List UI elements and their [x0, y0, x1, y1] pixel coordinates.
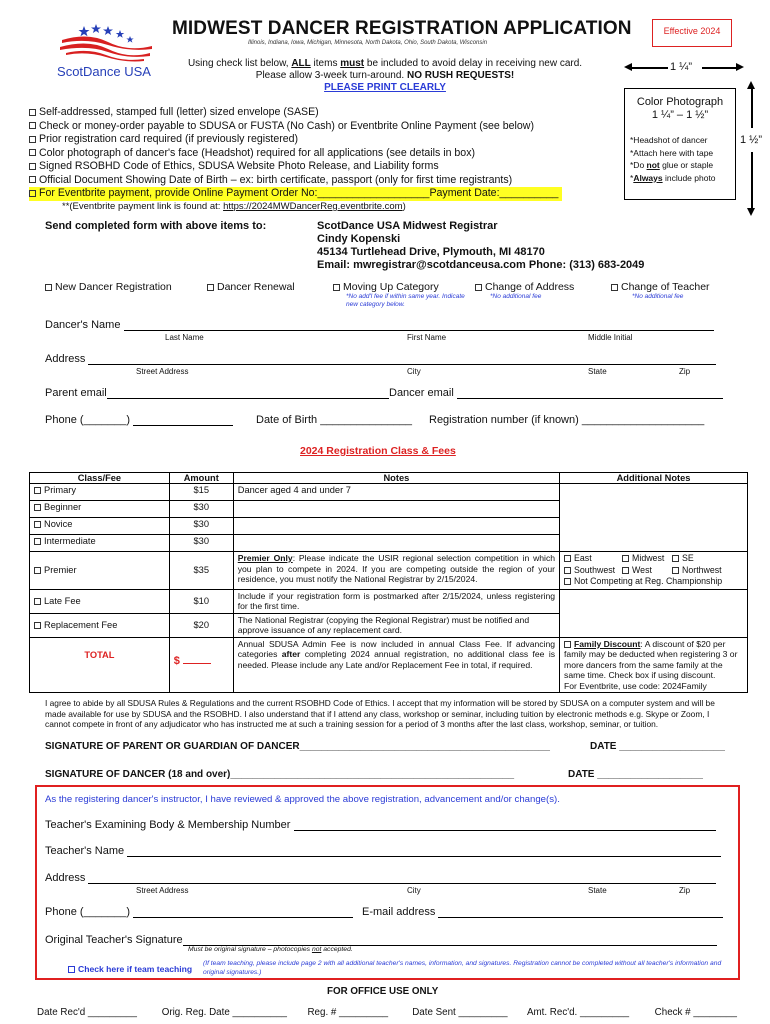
total-amount-cell[interactable]: $ — [169, 637, 233, 693]
moving-up-note: *No add'l fee if within same year. Indicate new category below. — [346, 293, 465, 308]
additional-note-cell — [560, 589, 748, 637]
teacher-name-field[interactable]: Teacher's Name — [45, 845, 721, 857]
photo-title: Color Photograph — [636, 96, 724, 108]
registrar-address: ScotDance USA Midwest Registrar Cindy Kopenski 45134 Turtlehead Drive, Plymouth, MI 48170 Email: mwregistrar@scotdanceusa.com Phone: (313) 683-2049 — [317, 220, 645, 271]
reg-number-field[interactable]: Registration number (if known) ____________________ — [429, 414, 705, 426]
admin-note-cell: Annual SDUSA Admin Fee is now included in annual Class Fee. If advancing categories after completing 2024 annual registration, no additional class fee is needed. Please include any Late and/or Replacement Fee in total, if required. — [233, 637, 559, 693]
checkbox-icon[interactable] — [622, 555, 629, 562]
checkbox-icon — [34, 538, 41, 545]
parent-signature-line[interactable]: SIGNATURE OF PARENT OR GUARDIAN OF DANCER_____________________________________________ — [45, 741, 550, 752]
class-cell[interactable]: Intermediate — [30, 535, 170, 552]
office-field[interactable]: Check # ________ — [654, 1007, 737, 1018]
col-header: Additional Notes — [560, 473, 748, 484]
note-cell: Dancer aged 4 and under 7 — [233, 484, 559, 501]
class-cell[interactable]: Late Fee — [30, 589, 170, 613]
checkbox-icon — [564, 641, 571, 648]
print-clearly: PLEASE PRINT CLEARLY — [324, 82, 446, 93]
class-cell[interactable]: Novice — [30, 518, 170, 535]
checkbox-icon — [34, 622, 41, 629]
replacement-note-cell: The National Registrar (copying the Regional Registrar) must be notified and approve issuance of any replacement card. — [233, 613, 559, 637]
checkbox-icon — [34, 504, 41, 511]
dancer-date-line[interactable]: DATE ___________________ — [568, 769, 703, 780]
amount-cell: $35 — [169, 552, 233, 590]
checkbox-icon — [34, 567, 41, 574]
amount-cell: $10 — [169, 589, 233, 613]
table-row — [30, 637, 748, 693]
checkbox-icon — [34, 487, 41, 494]
checkbox-icon — [29, 109, 36, 116]
exam-body-field[interactable]: Teacher's Examining Body & Membership Number — [45, 819, 716, 831]
class-cell[interactable]: Premier — [30, 552, 170, 590]
amount-cell: $30 — [169, 535, 233, 552]
width-arrow — [628, 67, 668, 69]
teacher-zip-label: Zip — [679, 886, 691, 895]
checkbox-icon — [34, 521, 41, 528]
teacher-street-label: Street Address — [136, 886, 189, 895]
fees-table — [29, 472, 748, 693]
checkbox-icon — [68, 966, 75, 973]
checkbox-icon[interactable] — [564, 578, 571, 585]
checklist-intro: Using check list below, ALL items must be included to avoid delay in receiving new card. Please allow 3-week turn-around. NO RUSH REQUESTS! PLEASE PRINT CLEARLY — [160, 58, 610, 94]
photo-height-label: 1 ½” — [740, 134, 763, 146]
height-arrow — [751, 86, 753, 128]
amount-cell: $30 — [169, 501, 233, 518]
checklist-item[interactable]: Signed RSOBHD Code of Ethics, SDUSA Website Photo Release, and Liability forms — [29, 160, 619, 174]
checklist-item[interactable]: Check or money-order payable to SDUSA or FUSTA (No Cash) or Eventbrite Online Payment (see below) — [29, 120, 619, 134]
checklist-item[interactable]: Official Document Showing Date of Birth – ex: birth certificate, passport (only for first time registrants) — [29, 174, 619, 188]
col-header: Notes — [233, 473, 559, 484]
note-cell — [233, 501, 559, 518]
teacher-intro: As the registering dancer's instructor, I have reviewed & approved the above registration, advancement and/or change(s). — [45, 794, 560, 805]
first-name-label: First Name — [407, 333, 447, 342]
dancer-name-field[interactable]: Dancer's Name — [45, 319, 714, 331]
checkbox-icon[interactable] — [564, 555, 571, 562]
premier-note-cell: Premier Only: Please indicate the USIR regional selection competition in which you plan to compete in 2024. If you are competing outside the region of your residence, you must notify the National Registrar by 2/15/2024. — [233, 552, 559, 590]
page-title: MIDWEST DANCER REGISTRATION APPLICATION — [172, 18, 632, 39]
checklist-item-eventbrite[interactable]: For Eventbrite payment, provide Online Payment Order No:___________________Payment Date:__________ — [29, 187, 562, 201]
reg-type-renewal[interactable]: Dancer Renewal — [207, 281, 295, 293]
parent-date-line[interactable]: DATE ___________________ — [590, 741, 725, 752]
teacher-city-label: City — [407, 886, 421, 895]
office-field[interactable]: Date Sent _________ — [412, 1007, 508, 1018]
reg-type-teacher[interactable]: Change of Teacher — [611, 281, 710, 293]
teacher-email-field[interactable]: E-mail address — [362, 906, 723, 918]
checkbox-icon — [29, 190, 36, 197]
checkbox-icon — [29, 176, 36, 183]
teacher-address-field[interactable]: Address — [45, 872, 716, 884]
reg-type-address[interactable]: Change of Address — [475, 281, 574, 293]
last-name-label: Last Name — [165, 333, 204, 342]
dancer-email-field[interactable]: Dancer email — [389, 387, 723, 399]
checkbox-icon — [34, 598, 41, 605]
address-field[interactable]: Address — [45, 353, 716, 365]
eventbrite-link[interactable]: https://2024MWDancerReg.eventbrite.com — [223, 201, 403, 212]
arrow-down-icon — [747, 208, 755, 216]
checklist-item[interactable]: Prior registration card required (if previously registered) — [29, 133, 619, 147]
table-row — [30, 589, 748, 613]
checkbox-icon[interactable] — [672, 555, 679, 562]
reg-type-moving-up[interactable]: Moving Up Category — [333, 281, 439, 293]
states-list: Illinois, Indiana, Iowa, Michigan, Minnesota, North Dakota, Ohio, South Dakota, Wisconsin — [248, 40, 488, 46]
col-header: Amount — [169, 473, 233, 484]
note-cell — [233, 535, 559, 552]
additional-note-cell — [560, 484, 748, 552]
address-note: *No additional fee — [490, 293, 542, 300]
office-field[interactable]: Reg. # _________ — [307, 1007, 389, 1018]
logo — [48, 22, 160, 79]
checkbox-icon[interactable] — [564, 567, 571, 574]
teacher-state-label: State — [588, 886, 607, 895]
amount-cell: $20 — [169, 613, 233, 637]
checkbox-icon — [611, 284, 618, 291]
reg-type-new[interactable]: New Dancer Registration — [45, 281, 172, 293]
street-label: Street Address — [136, 367, 189, 376]
checkbox-icon[interactable] — [672, 567, 679, 574]
effective-badge: Effective 2024 — [652, 19, 732, 47]
logo-text: ScotDance USA — [57, 64, 151, 79]
arrow-left-icon — [624, 63, 632, 71]
team-teaching-checkbox[interactable]: Check here if team teaching — [68, 964, 192, 974]
phone-field[interactable]: Phone (_______) — [45, 414, 233, 426]
office-fields — [37, 1007, 747, 1018]
flag-logo-icon — [48, 22, 160, 62]
family-discount-cell[interactable]: Family Discount: A discount of $20 per family may be deducted when registering 3 or more dancers from the same family at the same time. Check box if using discount. For Eventbrite, use code: 2024Family — [560, 637, 748, 693]
photo-size: 1 ¼” – 1 ½” — [651, 109, 709, 121]
checkbox-icon — [29, 122, 36, 129]
teacher-note: *No additional fee — [632, 293, 684, 300]
middle-initial-label: Middle Initial — [588, 333, 633, 342]
parent-email-field[interactable]: Parent email — [45, 387, 389, 399]
note-cell — [233, 518, 559, 535]
checkbox-icon — [475, 284, 482, 291]
checklist-item[interactable]: Color photograph of dancer's face (Headshot) required for all applications (see details in box) — [29, 147, 619, 161]
checkbox-icon — [29, 136, 36, 143]
fees-title: 2024 Registration Class & Fees — [300, 445, 456, 457]
checkbox-icon — [29, 149, 36, 156]
region-cell: East Midwest SE Southwest West Northwest Not Competing at Reg. Championship — [560, 552, 748, 590]
checkbox-icon — [207, 284, 214, 291]
table-row — [30, 552, 748, 590]
checkbox-icon — [45, 284, 52, 291]
zip-label: Zip — [679, 367, 691, 376]
team-teaching-note: (If team teaching, please include page 2 with all additional teacher's names, information, and signatures. Registration cannot be completed without all teacher's information and original signatures.) — [203, 960, 722, 976]
total-label: TOTAL — [30, 637, 170, 693]
checkbox-icon — [333, 284, 340, 291]
photo-box: Color Photograph 1 ¼” – 1 ½” *Headshot of dancer *Attach here with tape *Do not glue or staple *Always include photo — [624, 88, 736, 200]
arrow-right-icon — [736, 63, 744, 71]
dancer-signature-line[interactable]: SIGNATURE OF DANCER (18 and over)___________________________________________________ — [45, 769, 515, 780]
amount-cell: $30 — [169, 518, 233, 535]
photo-width-label: 1 ¼” — [670, 61, 693, 73]
checkbox-icon[interactable] — [622, 567, 629, 574]
city-label: City — [407, 367, 421, 376]
office-use-title: FOR OFFICE USE ONLY — [327, 986, 439, 997]
late-note-cell: Include if your registration form is postmarked after 2/15/2024, unless registering for the first time. — [233, 589, 559, 613]
class-cell[interactable]: Beginner — [30, 501, 170, 518]
checklist — [29, 106, 619, 201]
col-header: Class/Fee — [30, 473, 170, 484]
original-signature-field[interactable]: Original Teacher's Signature — [45, 934, 717, 946]
original-signature-note: Must be original signature – photocopies not accepted. — [188, 946, 353, 953]
amount-cell: $15 — [169, 484, 233, 501]
teacher-phone-field[interactable]: Phone (_______) — [45, 906, 353, 918]
state-label: State — [588, 367, 607, 376]
checkbox-icon — [29, 163, 36, 170]
class-cell[interactable]: Primary — [30, 484, 170, 501]
office-field[interactable]: Orig. Reg. Date __________ — [161, 1007, 288, 1018]
dob-field[interactable]: Date of Birth _______________ — [256, 414, 412, 426]
agreement-text: I agree to abide by all SDUSA Rules & Regulations and the current RSOBHD Code of Ethics. I accept that my information will be stored by SDUSA on a computer system and will be made available for use by SDUSA and the RSOBHD. I also understand that if I attend any class, workshop or seminar, including tuition by electronic methods e.g. Skype or Zoom, I cannot compete in front of any adjudicator who has instructed me at such a training session for a period of 3 months after the last class, workshop, seminar, or tuition. — [45, 698, 715, 730]
checklist-item[interactable]: Self-addressed, stamped full (letter) sized envelope (SASE) — [29, 106, 619, 120]
eventbrite-note: **(Eventbrite payment link is found at: https://2024MWDancerReg.eventbrite.com) — [62, 201, 406, 212]
table-header-row — [30, 473, 748, 484]
arrow-up-icon — [747, 81, 755, 89]
table-row — [30, 484, 748, 501]
office-field[interactable]: Date Rec'd _________ — [37, 1007, 137, 1018]
send-to-label: Send completed form with above items to: — [45, 220, 267, 232]
office-field[interactable]: Amt. Rec'd. _________ — [526, 1007, 630, 1018]
class-cell[interactable]: Replacement Fee — [30, 613, 170, 637]
